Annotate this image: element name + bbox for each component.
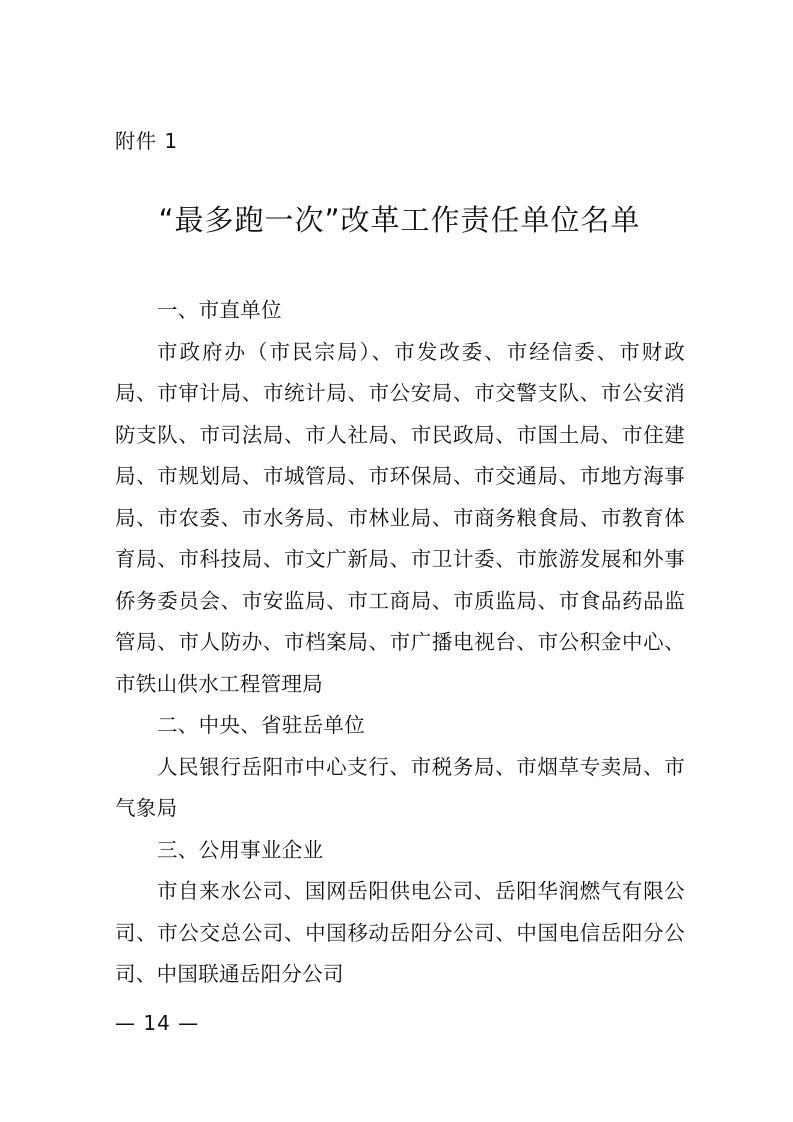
document-body [115,290,685,996]
attachment-label: 附件 1 [115,129,179,153]
section-content-central-provincial-units: 人民银行岳阳市中心支行、市税务局、市烟草专卖局、市气象局 [115,754,685,820]
section-content-public-utilities: 市自来水公司、国网岳阳供电公司、岳阳华润燃气有限公司、市公交总公司、中国移动岳阳分公司、中国电信岳阳分公司、中国联通岳阳分公司 [115,879,685,986]
section-heading-municipal-units: 一、市直单位 [157,298,282,322]
page-number: — 14 — [115,1011,200,1035]
section-heading-central-provincial-units: 二、中央、省驻岳单位 [157,713,365,737]
section-heading-public-utilities: 三、公用事业企业 [157,837,324,862]
section-content-municipal-units: 市政府办（市民宗局）、市发改委、市经信委、市财政局、市审计局、市统计局、市公安局、市交警支队、市公安消防支队、市司法局、市人社局、市民政局、市国土局、市住建局、市规划局、市城管局、市环保局、市交通局、市地方海事局、市农委、市水务局、市林业局、市商务粮食局、市教育体育局、市科技局、市文广新局、市卫计委、市旅游发展和外事侨务委员会、市安监局、市工商局、市质监局、市食品药品监管局、市人防办、市档案局、市广播电视台、市公积金中心、市铁山供水工程管理局 [115,339,685,696]
document-title: “最多跑一次”改革工作责任单位名单 [158,203,641,237]
